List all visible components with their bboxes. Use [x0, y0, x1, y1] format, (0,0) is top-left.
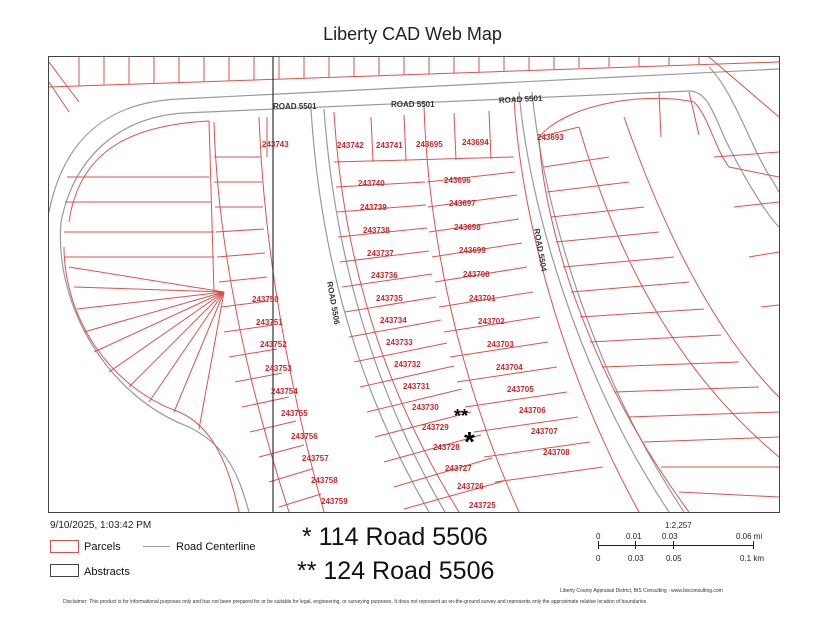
parcel-label: 243742: [337, 141, 364, 150]
address-line-1: * 114 Road 5506: [302, 523, 488, 551]
print-timestamp: 9/10/2025, 1:03:42 PM: [50, 520, 152, 531]
parcel-label: 243754: [271, 387, 298, 396]
abstracts-swatch-icon: [50, 564, 79, 577]
parcel-label: 243758: [311, 476, 338, 485]
scale-tick: 0.06 mi: [736, 532, 763, 541]
parcel-label: 243759: [321, 497, 348, 506]
scale-tick: 0.1 km: [740, 554, 765, 563]
legend-road-label: Road Centerline: [176, 541, 256, 553]
parcel-label: 243706: [519, 406, 546, 415]
parcel-label: 243734: [380, 316, 407, 325]
parcel-label: 243752: [260, 340, 287, 349]
marker-double-asterisk: **: [454, 406, 469, 426]
scale-line: [598, 545, 753, 546]
parcel-label: 243694: [462, 138, 489, 147]
map-title: Liberty CAD Web Map: [323, 24, 502, 44]
parcel-label: 243704: [496, 363, 523, 372]
parcel-label: 243700: [463, 270, 490, 279]
parcel-label: 243701: [469, 294, 496, 303]
parcel-label: 243756: [291, 432, 318, 441]
road-label: ROAD 5506: [325, 280, 342, 326]
scale-bar: [590, 518, 780, 568]
scale-tick-mark: [598, 541, 599, 549]
parcel-label: 243703: [487, 340, 514, 349]
parcel-label: 243757: [302, 454, 329, 463]
credit-text: Liberty County Appraisal District, BIS Consulting - www.bisconsulting.com: [560, 588, 723, 594]
parcel-label: 243728: [433, 443, 460, 452]
scale-ratio: 1:2,257: [665, 521, 692, 530]
road-label: ROAD 5501: [273, 102, 317, 111]
parcel-label: 243699: [459, 246, 486, 255]
road-label: ROAD 5501: [498, 93, 543, 105]
parcel-label: 243730: [412, 403, 439, 412]
map-view[interactable]: [48, 56, 780, 513]
parcel-label: 243727: [445, 464, 472, 473]
disclaimer-text: Disclaimer: This product is for informational purposes only and has not been prepared for or be suitable for legal, engineering, or surveying purposes. It does not represent an on-the-ground survey and represents only the approximate relative location of boundaries.: [63, 599, 648, 605]
scale-tick-mark: [753, 541, 754, 549]
scale-tick: 0: [596, 554, 601, 563]
parcel-label: 243707: [531, 427, 558, 436]
parcel-label: 243753: [265, 364, 292, 373]
scale-tick: 0: [596, 532, 601, 541]
parcel-label: 243736: [371, 271, 398, 280]
parcel-label: 243732: [394, 360, 421, 369]
parcel-label: 243693: [537, 133, 564, 142]
parcel-label: 243726: [457, 482, 484, 491]
scale-tick: 0.01: [626, 532, 642, 541]
parcel-label: 243729: [422, 423, 449, 432]
parcel-label: 243741: [376, 141, 403, 150]
address-line-2: ** 124 Road 5506: [297, 557, 495, 585]
parcel-label: 243697: [449, 199, 476, 208]
parcels-swatch-icon: [50, 540, 79, 553]
parcel-label: 243735: [376, 294, 403, 303]
parcel-label: 243696: [444, 176, 471, 185]
road-label: ROAD 5501: [391, 100, 435, 109]
parcel-label: 243708: [543, 448, 570, 457]
parcel-label: 243705: [507, 385, 534, 394]
parcel-label: 243731: [403, 382, 430, 391]
parcel-label: 243755: [281, 409, 308, 418]
road-label: ROAD 5504: [532, 227, 549, 273]
parcel-label: 243740: [358, 179, 385, 188]
parcel-label: 243725: [469, 501, 496, 510]
parcel-label: 243698: [454, 223, 481, 232]
parcel-label: 243739: [360, 203, 387, 212]
parcel-label: 243743: [262, 140, 289, 149]
legend-parcels-label: Parcels: [84, 541, 121, 553]
parcel-map-svg: [49, 57, 779, 512]
parcel-label: 243695: [416, 140, 443, 149]
parcel-label: 243737: [367, 249, 394, 258]
parcel-label: 243750: [252, 295, 279, 304]
parcel-label: 243733: [386, 338, 413, 347]
parcel-label: 243751: [256, 318, 283, 327]
parcel-label: 243702: [478, 317, 505, 326]
scale-tick-mark: [673, 541, 674, 549]
scale-tick: 0.03: [662, 532, 678, 541]
scale-tick-mark: [635, 541, 636, 549]
road-centerline-icon: [143, 546, 170, 547]
left-parcels: [64, 117, 324, 512]
scale-tick: 0.05: [666, 554, 682, 563]
parcel-label: 243738: [363, 226, 390, 235]
marker-single-asterisk: *: [464, 426, 475, 457]
legend-abstracts-label: Abstracts: [84, 566, 130, 578]
scale-tick: 0.03: [628, 554, 644, 563]
